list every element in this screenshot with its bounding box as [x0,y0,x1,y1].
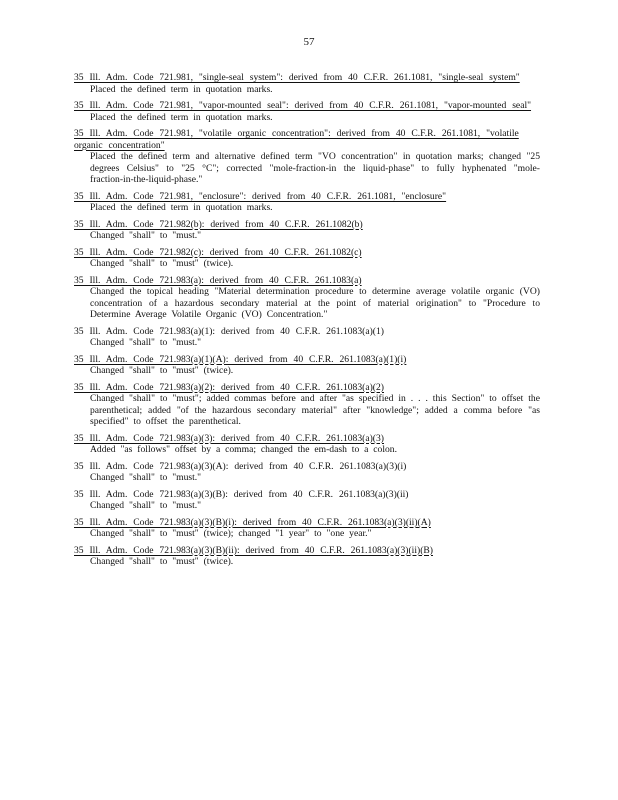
entry-heading: 35 Ill. Adm. Code 721.983(a)(3)(B)(ii): derived from 40 C.F.R. 261.1083(a)(3)(ii)(B) [74,544,433,556]
entry-4 [74,191,540,214]
entry-heading: 35 Ill. Adm. Code 721.983(a): derived from 40 C.F.R. 261.1083(a) [74,274,362,286]
entry-13 [74,489,540,512]
entry-heading: 35 Ill. Adm. Code 721.983(a)(3)(B)(i): derived from 40 C.F.R. 261.1083(a)(3)(ii)(A) [74,516,431,528]
entry-14 [74,517,540,540]
entry-heading: 35 Ill. Adm. Code 721.983(a)(2): derived from 40 C.F.R. 261.1083(a)(2) [74,381,384,393]
entry-7 [74,275,540,321]
entry-5 [74,219,540,242]
entry-note: Changed the topical heading "Material determination procedure to determine average volatile organic (VO) concentration of a hazardous secondary material at the point of material origination" to "Procedure to Determine Average Volatile Organic (VO) Concentration." [90,286,540,320]
entry-3 [74,128,540,186]
entry-8 [74,326,540,349]
entry-note: Changed "shall" to "must" (twice). [90,365,234,376]
entry-note: Changed "shall" to "must." [90,472,202,483]
entry-note: Changed "shall" to "must"; added commas before and after "as specified in . . . this Section" to offset the parenthetical; added "of the hazardous secondary material" after "knowledge"; added a comma before "as specified" to offset the parenthetical. [90,393,540,427]
entry-heading: 35 Ill. Adm. Code 721.981, "vapor-mounted seal": derived from 40 C.F.R. 261.1081, "vapor-mounted seal" [74,100,532,111]
entry-heading: 35 Ill. Adm. Code 721.983(a)(3)(A): derived from 40 C.F.R. 261.1083(a)(3)(i) [74,460,407,472]
entry-15 [74,545,540,568]
entry-heading: 35 Ill. Adm. Code 721.983(a)(1): derived from 40 C.F.R. 261.1083(a)(1) [74,325,384,337]
entry-note: Changed "shall" to "must" (twice). [90,258,234,269]
entry-heading: 35 Ill. Adm. Code 721.983(a)(3): derived from 40 C.F.R. 261.1083(a)(3) [74,432,384,444]
entry-1 [74,72,540,95]
entry-heading: 35 Ill. Adm. Code 721.981, "volatile organic concentration": derived from 40 C.F.R. 261.1081, "volatile organic concentration" [74,128,519,151]
document-body [74,72,540,573]
entry-heading: 35 Ill. Adm. Code 721.981, "single-seal system": derived from 40 C.F.R. 261.1081, "single-seal system" [74,72,520,83]
entry-note: Changed "shall" to "must." [90,230,202,241]
entry-heading: 35 Ill. Adm. Code 721.982(c): derived from 40 C.F.R. 261.1082(c) [74,246,362,258]
entry-heading: 35 Ill. Adm. Code 721.982(b): derived from 40 C.F.R. 261.1082(b) [74,218,363,230]
entry-10 [74,382,540,428]
entry-note: Placed the defined term in quotation marks. [90,83,273,95]
entry-heading: 35 Ill. Adm. Code 721.983(a)(3)(B): derived from 40 C.F.R. 261.1083(a)(3)(ii) [74,488,409,500]
entry-note: Changed "shall" to "must." [90,500,202,511]
entry-note: Changed "shall" to "must" (twice). [90,556,234,567]
entry-11 [74,433,540,456]
entry-heading: 35 Ill. Adm. Code 721.983(a)(1)(A): derived from 40 C.F.R. 261.1083(a)(1)(i) [74,353,407,365]
entry-12 [74,461,540,484]
entry-9 [74,354,540,377]
entry-heading: 35 Ill. Adm. Code 721.981, "enclosure": derived from 40 C.F.R. 261.1081, "enclosure" [74,190,447,202]
entry-note: Placed the defined term and alternative defined term "VO concentration" in quotation marks; changed "25 degrees Celsius" to "25 °C"; corrected "mole-fraction-in the liquid-phase" to fully hyphenated "mole-fraction-in-the-liquid-phase." [90,151,540,185]
page-number: 57 [303,36,315,48]
entry-note: Placed the defined term in quotation marks. [90,202,273,213]
entry-note: Added "as follows" offset by a comma; changed the em-dash to a colon. [90,444,398,455]
entry-note: Placed the defined term in quotation marks. [90,111,273,123]
entry-note: Changed "shall" to "must" (twice); changed "1 year" to "one year." [90,528,372,539]
entry-2 [74,100,540,123]
entry-note: Changed "shall" to "must." [90,337,202,348]
entry-6 [74,247,540,270]
